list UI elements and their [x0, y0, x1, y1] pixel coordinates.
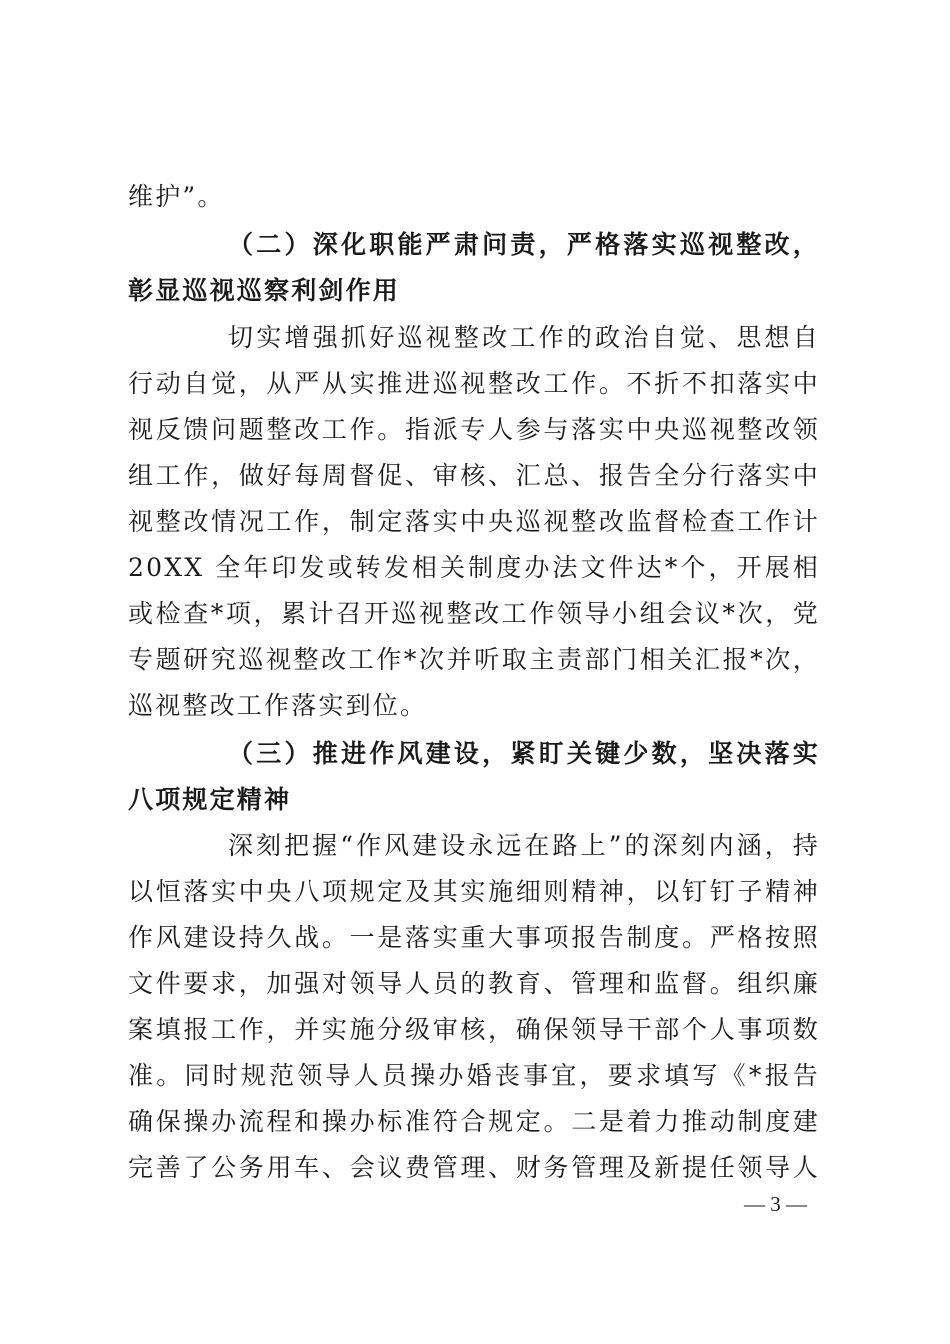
section-heading-line: （三）推进作风建设，紧盯关键少数，坚决落实 — [228, 739, 820, 768]
body-text-line: 视整改情况工作，制定落实中央巡视整改监督检查工作计 — [128, 507, 820, 536]
body-text-line: 确保操办流程和操办标准符合规定。二是着力推动制度建 — [128, 1107, 820, 1136]
body-text-line: 组工作，做好每周督促、审核、汇总、报告全分行落实中 — [128, 461, 820, 490]
body-text-line: 准。同时规范领导人员操办婚丧事宜，要求填写《*报告 — [128, 1061, 820, 1090]
section-heading-line: （二）深化职能严肃问责，严格落实巡视整改， — [228, 230, 820, 259]
body-text-line: 以恒落实中央八项规定及其实施细则精神，以钉钉子精神 — [128, 877, 820, 906]
body-text-line: 深刻把握“作风建设永远在路上”的深刻内涵，持 — [228, 831, 820, 860]
section-heading-line: 彰显巡视巡察利剑作用 — [128, 276, 401, 305]
body-text-line: 或检查*项，累计召开巡视整改工作领导小组会议*次，党 — [128, 599, 820, 628]
section-heading-line: 八项规定精神 — [128, 785, 292, 814]
body-text-line: 行动自觉，从严从实推进巡视整改工作。不折不扣落实中 — [128, 369, 820, 398]
body-text-line: 作风建设持久战。一是落实重大事项报告制度。严格按照 — [128, 923, 820, 952]
body-text-line: 巡视整改工作落实到位。 — [128, 691, 428, 720]
body-text-line: 维护”。 — [128, 182, 225, 211]
page-number: — 3 — — [744, 1192, 807, 1216]
body-text-line: 视反馈问题整改工作。指派专人参与落实中央巡视整改领 — [128, 415, 820, 444]
body-text-line: 20XX 全年印发或转发相关制度办法文件达*个，开展相 — [128, 553, 820, 582]
body-text-line: 案填报工作，并实施分级审核，确保领导干部个人事项数 — [128, 1015, 820, 1044]
body-text-line: 文件要求，加强对领导人员的教育、管理和监督。组织廉 — [128, 969, 820, 998]
body-text-line: 专题研究巡视整改工作*次并听取主责部门相关汇报*次， — [128, 645, 820, 674]
body-text-line: 切实增强抓好巡视整改工作的政治自觉、思想自 — [228, 323, 820, 352]
body-text-line: 完善了公务用车、会议费管理、财务管理及新提任领导人 — [128, 1153, 820, 1182]
